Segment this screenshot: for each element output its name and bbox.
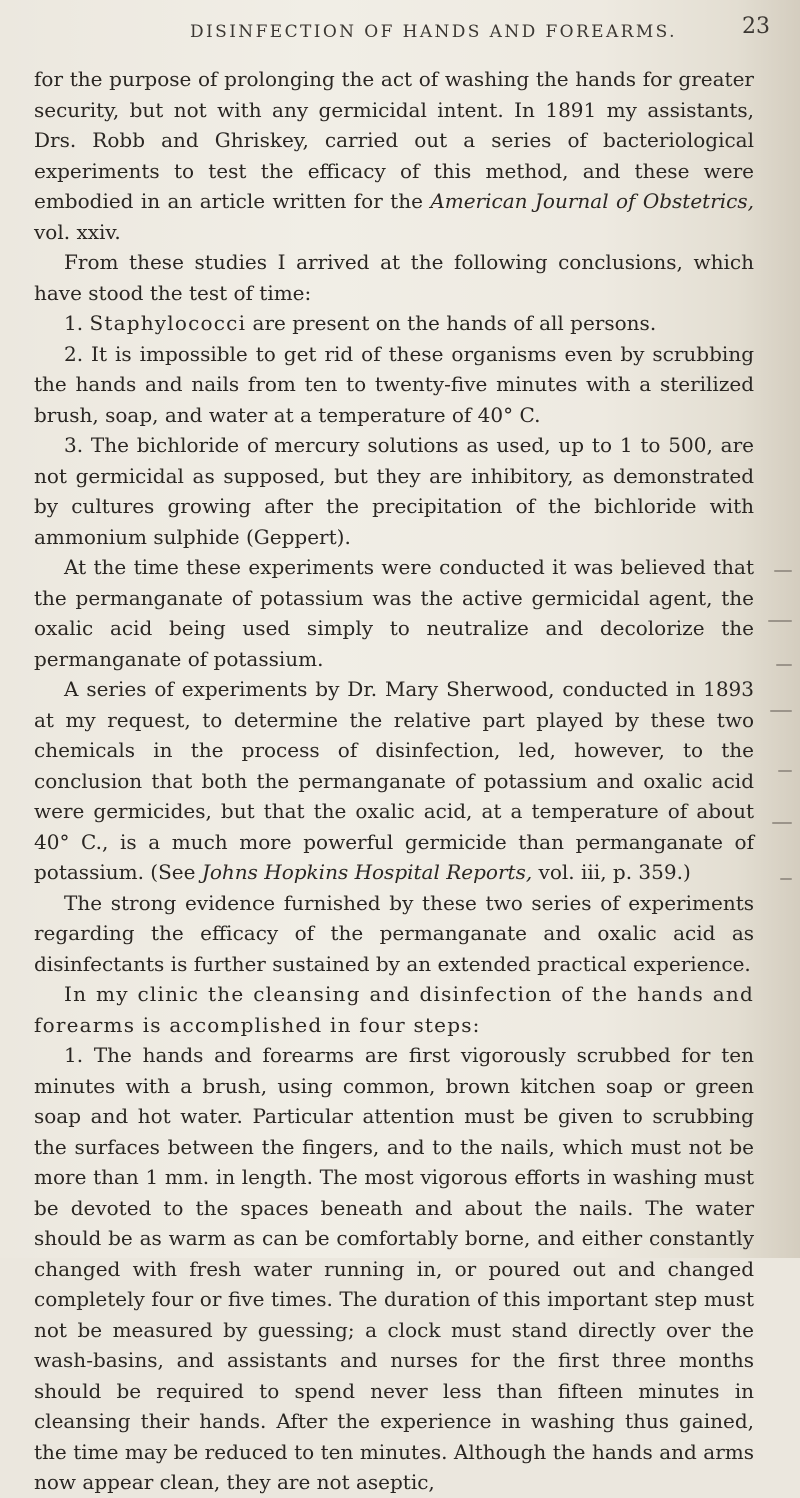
paragraph-text: vol. iii, p. 359.): [532, 860, 691, 884]
conclusion-number: 1.: [64, 311, 90, 335]
edge-mark: [780, 878, 792, 880]
conclusion-text: are present on the hands of all persons.: [246, 311, 657, 335]
edge-mark: [774, 570, 792, 572]
conclusion-item-2: 2. It is impossible to get rid of these organisms even by scrubbing the hands and nails from ten to twenty-five minutes with a sterilized brush, soap, and water at a temperature of 40° C.: [34, 341, 754, 427]
conclusion-item-3: 3. The bichloride of mercury solutions as used, up to 1 to 500, are not germicidal as supposed, but they are inhibitory, as demonstrated by cultures growing after the precipitation of the bichloride with ammonium sulphide (Geppert).: [34, 433, 754, 549]
step-item-1: 1. The hands and forearms are first vigorously scrubbed for ten minutes with a brush, using common, brown kitchen soap or green soap and hot water. Particular attention must be given to scrubbing the surfaces between the fingers, and to the nails, which must not be more than 1 mm. in length. The most vigorous efforts in washing must be devoted to the spaces beneath and about the nails. The water should be as warm as can be comfortably borne, and either constantly changed with fresh water running in, or poured out and changed completely four or five times. The duration of this important step must not be measured by guessing; a clock must stand directly over the wash-basins, and assistants and nurses for the first three months should be required to spend never less than fifteen minutes in cleansing their hands. After the experience in washing thus gained, the time may be reduced to ten minutes. Although the hands and arms now appear clean, they are not aseptic,: [34, 1043, 754, 1494]
paragraph-text: for the purpose of prolonging the act of washing the hands for greater security, but not with any germicidal intent. In 1891 my assistants, Drs. Robb and Ghriskey, carried out a series of bacteriological experiments to test the efficacy of this method, and these were embodied in an article written for the: [34, 67, 754, 213]
paragraph-text: A series of experiments by Dr. Mary Sherwood, conducted in 1893 at my request, to determine the relative part played by these two chemicals in the process of disinfection, led, however, to the conclusion that both the permanganate of potassium and oxalic acid were germicides, but that the oxalic acid, at a temperature of about 40° C., is a much more powerful germicide than permanganate of potassium. (See: [34, 677, 754, 884]
edge-mark: [768, 620, 792, 622]
page-edge-shadow: [760, 560, 800, 940]
paragraph-clinic-steps: In my clinic the cleansing and disinfection of the hands and forearms is accomplished in four steps:: [34, 982, 754, 1037]
paragraph-sherwood-experiments: [34, 674, 754, 888]
conclusion-item-1: [34, 308, 754, 339]
edge-mark: [776, 664, 792, 666]
paragraph-conclusions-intro: From these studies I arrived at the following conclusions, which have stood the test of time:: [34, 250, 754, 305]
paragraph-permanganate: At the time these experiments were conducted it was believed that the permanganate of potassium was the active germicidal agent, the oxalic acid being used simply to neutralize and decolorize the permanganate of potassium.: [34, 555, 754, 671]
edge-mark: [778, 770, 792, 772]
body-text: [34, 64, 754, 1498]
edge-mark: [770, 710, 792, 712]
paragraph-continuation: [34, 64, 754, 247]
spaced-term: Staphylococci: [89, 311, 247, 335]
paragraph-text: vol. xxiv.: [34, 219, 121, 244]
reports-citation: Johns Hopkins Hospital Reports,: [201, 860, 533, 884]
paragraph-evidence: The strong evidence furnished by these two series of experiments regarding the efficacy of the permanganate and oxalic acid as disinfectants is further sustained by an extended practical experience.: [34, 890, 754, 976]
edge-mark: [772, 822, 792, 824]
running-head: DISINFECTION OF HANDS AND FOREARMS.: [190, 22, 677, 42]
page-number: 23: [742, 14, 770, 39]
journal-citation: American Journal of Obstetrics,: [430, 189, 755, 213]
